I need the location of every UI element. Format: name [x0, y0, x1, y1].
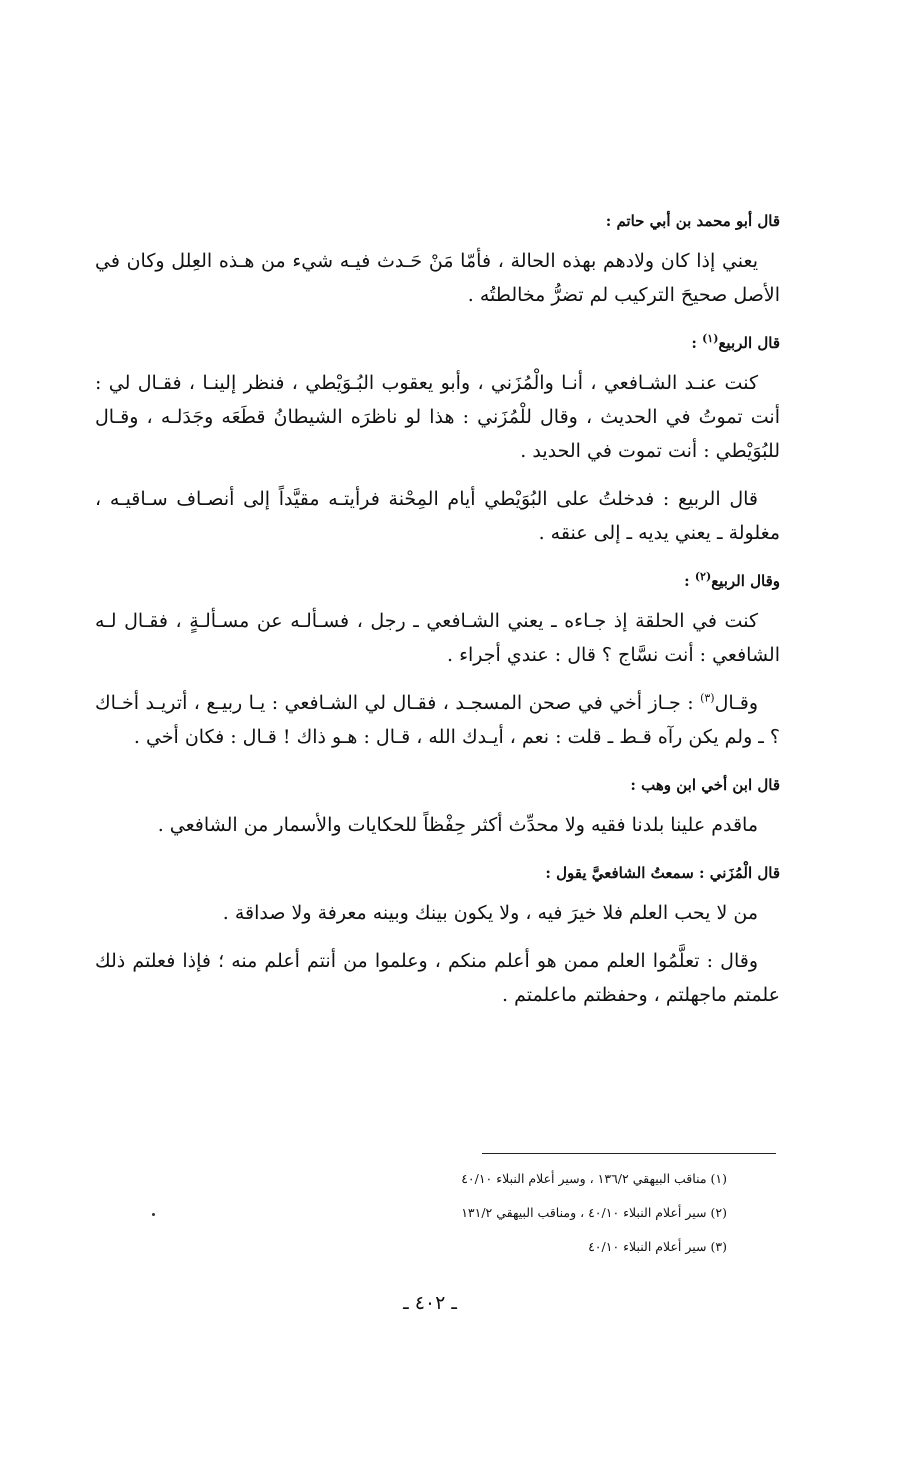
paragraph-5 — [95, 686, 780, 754]
heading-muzani: قال الْمُزَني : سمعتُ الشافعيَّ يقول : — [545, 864, 780, 882]
heading-rabi-2 — [95, 570, 780, 592]
page-number: ـ ٤٠٢ ـ — [403, 1292, 457, 1314]
footnote-ref-2: (٢) — [694, 570, 712, 583]
paragraph-6: ماقدم علينا بلدنا فقيه ولا محدِّث أكثر حِفْظاً للحكايات والأسمار من الشافعي . — [157, 814, 758, 836]
paragraph-4: كنت في الحلقة إذ جـاءه ـ يعني الشـافعي ـ رجل ، فسـألـه عن مسـألـةٍ ، فقـال لـه الشافعي : أنت نسَّاج ؟ قال : عندي أجراء . — [95, 610, 780, 666]
paragraph-7: من لا يحب العلم فلا خيرَ فيه ، ولا يكون بينك وبينه معرفة ولا صداقة . — [222, 902, 758, 924]
paragraph-8: وقال : تعلَّمُوا العلم ممن هو أعلم منكم ، وعلموا من أنتم أعلم منه ؛ فإذا فعلتم ذلك علمتم ماجهلتم ، وحفظتم ماعلمتم . — [95, 950, 780, 1006]
footnote-divider — [482, 1153, 776, 1154]
heading-abu-muhammad: قال أبو محمد بن أبي حاتم : — [605, 212, 780, 230]
paragraph-5-lead-colon: : — [680, 692, 701, 714]
footnote-ref-1: (١) — [702, 332, 719, 345]
paragraph-2: كنت عنـد الشـافعي ، أنـا والْمُزَني ، وأبو يعقوب البُـوَيْطي ، فنظر إلينـا ، فقـال لي : أنت تموتُ في الحديث ، وقال للْمُزَني : هذا لو ناظرَه الشيطانُ قطَعَه وجَدَلـه ، وقـال للبُوَيْطي : أنت تموت في الحديد . — [95, 372, 780, 462]
footnote-1: (١) مناقب البيهقي ١٣٦/٢ ، وسير أعلام النبلاء ٤٠/١٠ — [461, 1171, 727, 1186]
heading-rabi-1-text: قال الربيع — [718, 334, 780, 352]
stray-dot — [152, 1213, 155, 1216]
heading-ibn-akhi-ibn-wahb: قال ابن أخي ابن وهب : — [630, 776, 780, 794]
page-body — [95, 210, 780, 1012]
heading-rabi-1-colon: : — [691, 334, 703, 352]
heading-rabi-1 — [95, 332, 780, 354]
paragraph-5-text: جـاز أخي في صحن المسجـد ، فقـال لي الشـافعي : يـا ربيـع ، أتريـد أخـاك ؟ ـ ولم يكن رآه قـط ـ قلت : نعم ، أيـدك الله ، قـال : هـو ذاك ! قـال : فكان أخي . — [95, 692, 780, 748]
paragraph-1: يعني إذا كان ولادهم بهذه الحالة ، فأمّا مَنْ حَـدث فيـه شيء من هـذه العِلل وكان في الأصل صحيحَ التركيب لم تضرُّ مخالطتُه . — [95, 250, 780, 306]
footnote-3: (٣) سير أعلام النبلاء ٤٠/١٠ — [588, 1239, 727, 1254]
paragraph-5-lead: وقـال — [714, 692, 758, 714]
footnote-2: (٢) سير أعلام النبلاء ٤٠/١٠ ، ومناقب البيهقي ١٣١/٢ — [461, 1205, 727, 1220]
heading-rabi-2-text: وقال الربيع — [711, 572, 780, 590]
paragraph-3: قال الربيع : فدخلتُ على البُوَيْطي أيام المِحْنة فرأيتـه مقيَّداً إلى أنصـاف سـاقيـه ، مغلولة ـ يعني يديه ـ إلى عنقه . — [95, 488, 780, 544]
heading-rabi-2-colon: : — [684, 572, 695, 590]
footnote-ref-3: (٣) — [700, 691, 715, 705]
footnotes — [95, 1162, 727, 1264]
